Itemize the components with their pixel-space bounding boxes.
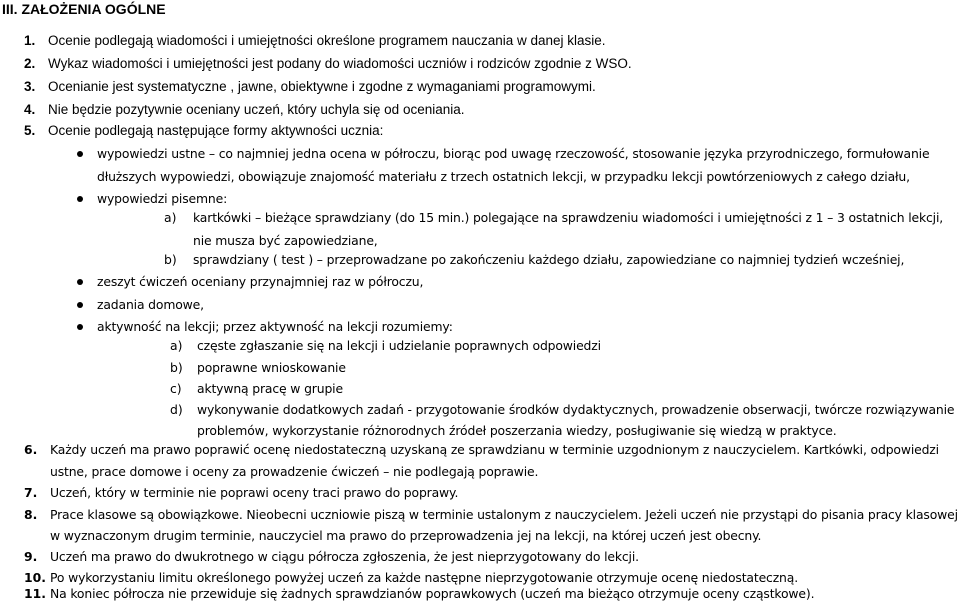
item-text-9: Uczeń ma prawo do dwukrotnego w ciągu półrocza zgłoszenia, że jest nieprzygotowany do lekcji. xyxy=(50,549,639,564)
bullet-icon xyxy=(77,279,83,285)
written-a-line-2: nie musza być zapowiedziane, xyxy=(193,233,378,248)
activity-c-text: aktywną pracę w grupie xyxy=(197,381,343,396)
activity-letter-b: b) xyxy=(170,360,183,375)
bullet-icon xyxy=(77,324,83,330)
oral-form-line-1: wypowiedzi ustne – co najmniej jedna ocena w półroczu, biorąc pod uwagę rzeczowość, stosowanie języka przyrodniczego, formułowanie xyxy=(97,146,930,161)
activity-a-text: częste zgłaszanie się na lekcji i udzielanie poprawnych odpowiedzi xyxy=(197,338,601,353)
item-number-5: 5. xyxy=(24,123,36,138)
oral-form-line-2: dłuższych wypowiedzi, obowiązuje znajomość materiału z trzech ostatnich lekcji, w przypadku lekcji powtórzeniowych z całego działu, xyxy=(97,169,910,184)
item-text-2: Wykaz wiadomości i umiejętności jest podany do wiadomości uczniów i rodziców zgodnie z WSO. xyxy=(48,56,632,71)
item-number-4: 4. xyxy=(24,102,36,117)
item-text-5: Ocenie podlegają następujące formy aktywności ucznia: xyxy=(48,123,384,138)
notebook-form: zeszyt ćwiczeń oceniany przynajmniej raz w półroczu, xyxy=(97,274,424,289)
item-text-3: Ocenianie jest systematyczne , jawne, obiektywne i zgodne z wymaganiami programowymi. xyxy=(48,79,596,94)
item-number-7: 7. xyxy=(24,485,38,500)
item-text-6-line-2: ustne, prace domowe i oceny za prowadzenie ćwiczeń – nie podlegają poprawie. xyxy=(50,464,539,479)
item-number-3: 3. xyxy=(24,79,36,94)
item-text-8-line-1: Prace klasowe są obowiązkowe. Nieobecni uczniowie piszą w terminie ustalonym z nauczycielem. Jeżeli uczeń nie przystąpi do pisania pracy klasowej xyxy=(50,507,958,522)
written-b-line: sprawdziany ( test ) – przeprowadzane po zakończeniu każdego działu, zapowiedziane co najmniej tydzień wcześniej, xyxy=(193,252,905,267)
item-number-10: 10. xyxy=(24,570,46,585)
item-number-8: 8. xyxy=(24,507,38,522)
item-text-7: Uczeń, który w terminie nie poprawi oceny traci prawo do poprawy. xyxy=(50,485,459,500)
written-letter-a: a) xyxy=(164,210,177,225)
activity-b-text: poprawne wnioskowanie xyxy=(197,360,346,375)
item-number-2: 2. xyxy=(24,56,36,71)
activity-letter-a: a) xyxy=(170,338,183,353)
item-number-9: 9. xyxy=(24,549,38,564)
bullet-icon xyxy=(77,302,83,308)
bullet-icon xyxy=(77,151,83,157)
item-text-10: Po wykorzystaniu limitu określonego powyżej uczeń za każde następne nieprzygotowanie otrzymuje ocenę niedostateczną. xyxy=(50,570,798,585)
item-number-1: 1. xyxy=(24,33,36,48)
item-text-6-line-1: Każdy uczeń ma prawo poprawić ocenę niedostateczną uzyskaną ze sprawdzianu w terminie uzgodnionym z nauczycielem. Kartkówki, odpowiedzi xyxy=(50,442,939,457)
item-text-4: Nie będzie pozytywnie oceniany uczeń, który uchyla się od oceniania. xyxy=(48,102,465,117)
item-text-1: Ocenie podlegają wiadomości i umiejętności określone programem nauczania w danej klasie. xyxy=(48,33,606,48)
section-heading: III. ZAŁOŻENIA OGÓLNE xyxy=(2,1,166,17)
item-number-6: 6. xyxy=(24,442,38,457)
activity-letter-c: c) xyxy=(170,381,182,396)
activity-letter-d: d) xyxy=(170,402,183,417)
bullet-icon xyxy=(77,196,83,202)
written-a-line-1: kartkówki – bieżące sprawdziany (do 15 min.) polegające na sprawdzeniu wiadomości i umiejętności z 1 – 3 ostatnich lekcji, xyxy=(193,210,944,225)
item-text-8-line-2: w wyznaczonym drugim terminie, nauczyciel ma prawo do przeprowadzenia jej na lekcji, na której uczeń jest obecny. xyxy=(50,528,762,543)
item-number-11: 11. xyxy=(24,586,46,601)
written-form-label: wypowiedzi pisemne: xyxy=(97,191,228,206)
activity-form: aktywność na lekcji; przez aktywność na lekcji rozumiemy: xyxy=(97,319,453,334)
item-text-11: Na koniec półrocza nie przewiduje się żadnych sprawdzianów poprawkowych (uczeń ma bieżąco otrzymuje oceny cząstkowe). xyxy=(50,586,815,601)
written-letter-b: b) xyxy=(164,252,177,267)
homework-form: zadania domowe, xyxy=(97,297,204,312)
activity-d-line-1: wykonywanie dodatkowych zadań - przygotowanie środków dydaktycznych, prowadzenie obserwacji, twórcze rozwiązywanie xyxy=(197,402,955,417)
activity-d-line-2: problemów, wykorzystanie różnorodnych źródeł poszerzania wiedzy, posługiwanie się wiedzą w praktyce. xyxy=(197,423,837,438)
